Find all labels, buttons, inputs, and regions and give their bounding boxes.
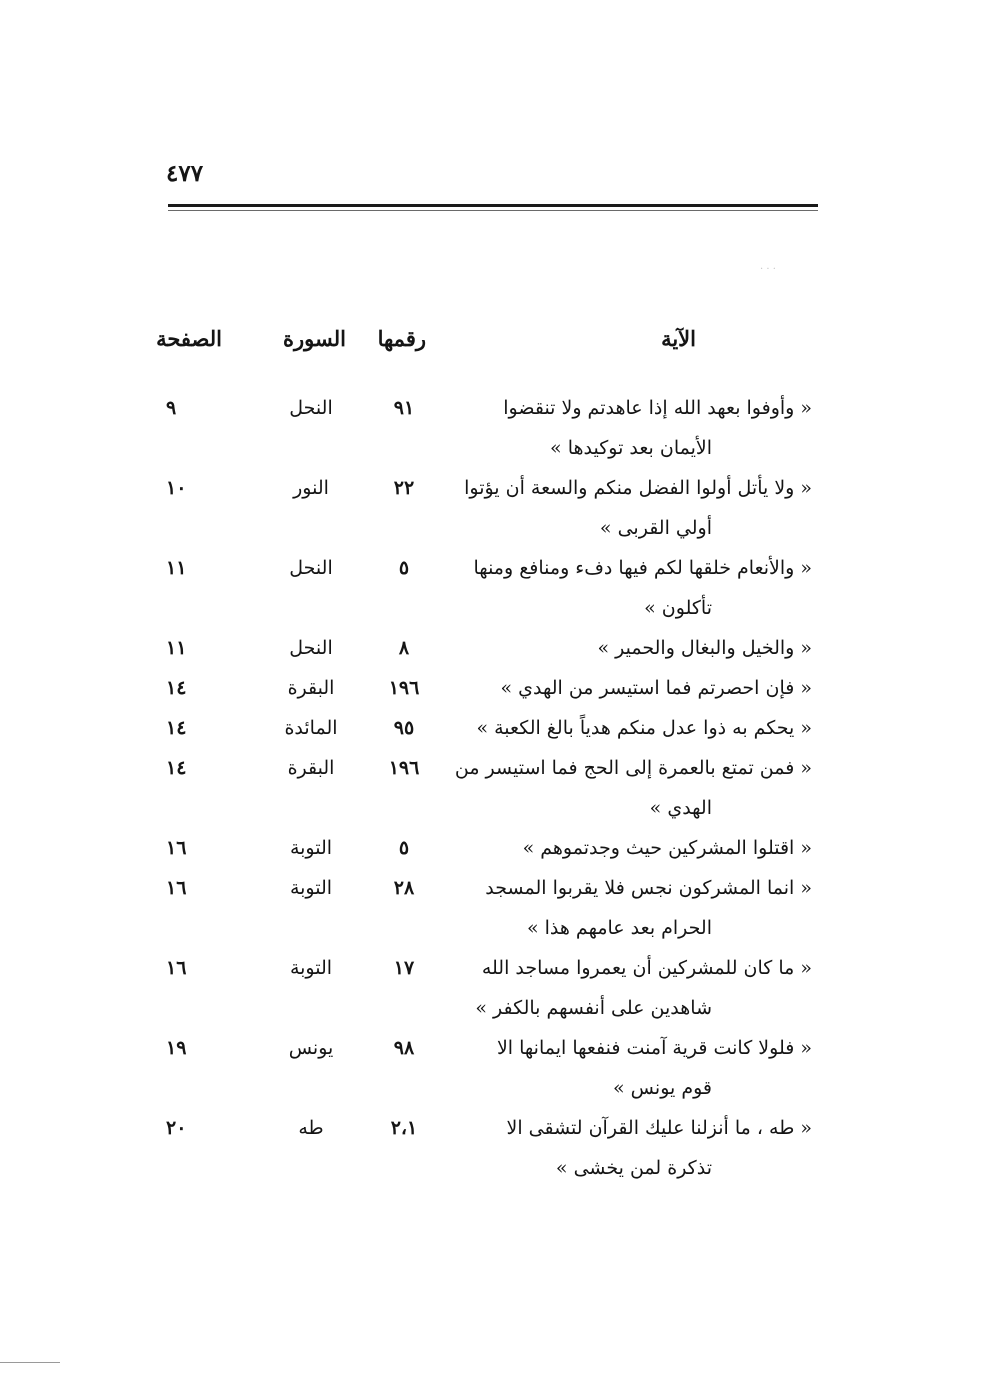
table-row — [166, 468, 812, 548]
header-rule — [168, 204, 818, 207]
verse-text: « وأوفوا بعهد الله إذا عاهدتم ولا تنقضوا — [503, 397, 812, 419]
surah-name: يونس — [288, 1037, 334, 1059]
verse-number: ٩٨ — [393, 1037, 415, 1059]
verse-text: « فإن احصرتم فما استيسر من الهدي » — [500, 677, 812, 699]
verse-number: ٨ — [398, 637, 410, 659]
page-reference: ١٦ — [166, 837, 187, 859]
verse-text-continued: تأكلون » — [644, 597, 712, 619]
verse-number: ٢٨ — [393, 877, 415, 899]
header-page: الصفحة — [156, 326, 222, 351]
verse-text: « ولا يأتل أولوا الفضل منكم والسعة أن يؤتوا — [464, 477, 812, 499]
surah-name: التوبة — [289, 837, 333, 859]
verse-number: ٥ — [398, 837, 410, 859]
surah-name: التوبة — [289, 877, 333, 899]
surah-name: طه — [298, 1117, 324, 1139]
table-row — [166, 868, 812, 948]
page-reference: ١٦ — [166, 957, 187, 979]
verse-text-continued: الهدي » — [649, 797, 712, 819]
page-reference: ١٦ — [166, 877, 187, 899]
page-reference: ١١ — [166, 557, 187, 579]
verse-text-continued: الحرام بعد عامهم هذا » — [526, 917, 712, 939]
page-reference: ١٤ — [166, 717, 187, 739]
verse-text: « ما كان للمشركين أن يعمروا مساجد الله — [481, 957, 812, 979]
page-reference: ١٤ — [166, 757, 187, 779]
page-number: ٤٧٧ — [166, 160, 204, 187]
table-row — [166, 1028, 812, 1108]
header-rule-thin — [168, 210, 818, 211]
page-reference: ١٤ — [166, 677, 187, 699]
verse-text: « والأنعام خلقها لكم فيها دفء ومنافع ومنها — [473, 557, 812, 579]
verse-number: ١٩٦ — [388, 757, 420, 779]
verse-number: ١٩٦ — [388, 677, 420, 699]
verse-text: « انما المشركون نجس فلا يقربوا المسجد — [485, 877, 812, 899]
verse-number: ١٧ — [393, 957, 415, 979]
page-reference: ١٩ — [166, 1037, 187, 1059]
table-row — [166, 1108, 812, 1188]
surah-name: النحل — [289, 557, 333, 579]
surah-name: التوبة — [289, 957, 333, 979]
verse-text: « فمن تمتع بالعمرة إلى الحج فما استيسر من — [454, 757, 812, 779]
page-reference: ١٠ — [166, 477, 187, 499]
scan-edge-mark — [0, 1362, 60, 1363]
verse-text: « يحكم به ذوا عدل منكم هدياً بالغ الكعبة » — [476, 717, 812, 739]
table-header — [156, 326, 812, 360]
header-number: رقمها — [377, 326, 426, 351]
table-row — [166, 948, 812, 1028]
table-row — [166, 668, 812, 708]
surah-name: البقرة — [287, 757, 335, 779]
surah-name: النور — [293, 477, 329, 499]
table-row — [166, 628, 812, 668]
verse-text: « طه ، ما أنزلنا عليك القرآن لتشقى الا — [506, 1117, 812, 1139]
header-verse: الآية — [661, 326, 696, 351]
page-reference: ٢٠ — [166, 1117, 187, 1139]
verse-text-continued: شاهدين على أنفسهم بالكفر » — [475, 997, 712, 1019]
verse-text: « فلولا كانت قرية آمنت فنفعها ايمانها الا — [496, 1037, 812, 1059]
surah-name: النحل — [289, 397, 333, 419]
table-row — [166, 708, 812, 748]
page-reference: ١١ — [166, 637, 187, 659]
verse-text: « اقتلوا المشركين حيث وجدتموهم » — [522, 837, 812, 859]
verse-index-table — [166, 388, 812, 1188]
verse-number: ٢،١ — [390, 1117, 418, 1139]
verse-text-continued: أولي القربى » — [599, 517, 712, 539]
surah-name: البقرة — [287, 677, 335, 699]
surah-name: المائدة — [284, 717, 338, 739]
print-speck: · · · — [760, 264, 776, 275]
verse-text-continued: قوم يونس » — [613, 1077, 712, 1099]
table-row — [166, 548, 812, 628]
table-row — [166, 828, 812, 868]
verse-text-continued: تذكرة لمن يخشى » — [555, 1157, 712, 1179]
verse-number: ٥ — [398, 557, 410, 579]
verse-number: ٩١ — [393, 397, 415, 419]
header-surah: السورة — [283, 326, 346, 351]
verse-number: ٢٢ — [393, 477, 415, 499]
surah-name: النحل — [289, 637, 333, 659]
verse-text: « والخيل والبغال والحمير » — [597, 637, 812, 659]
table-row — [166, 388, 812, 468]
verse-number: ٩٥ — [393, 717, 415, 739]
verse-text-continued: الأيمان بعد توكيدها » — [550, 437, 712, 459]
page-reference: ٩ — [166, 397, 177, 419]
table-row — [166, 748, 812, 828]
